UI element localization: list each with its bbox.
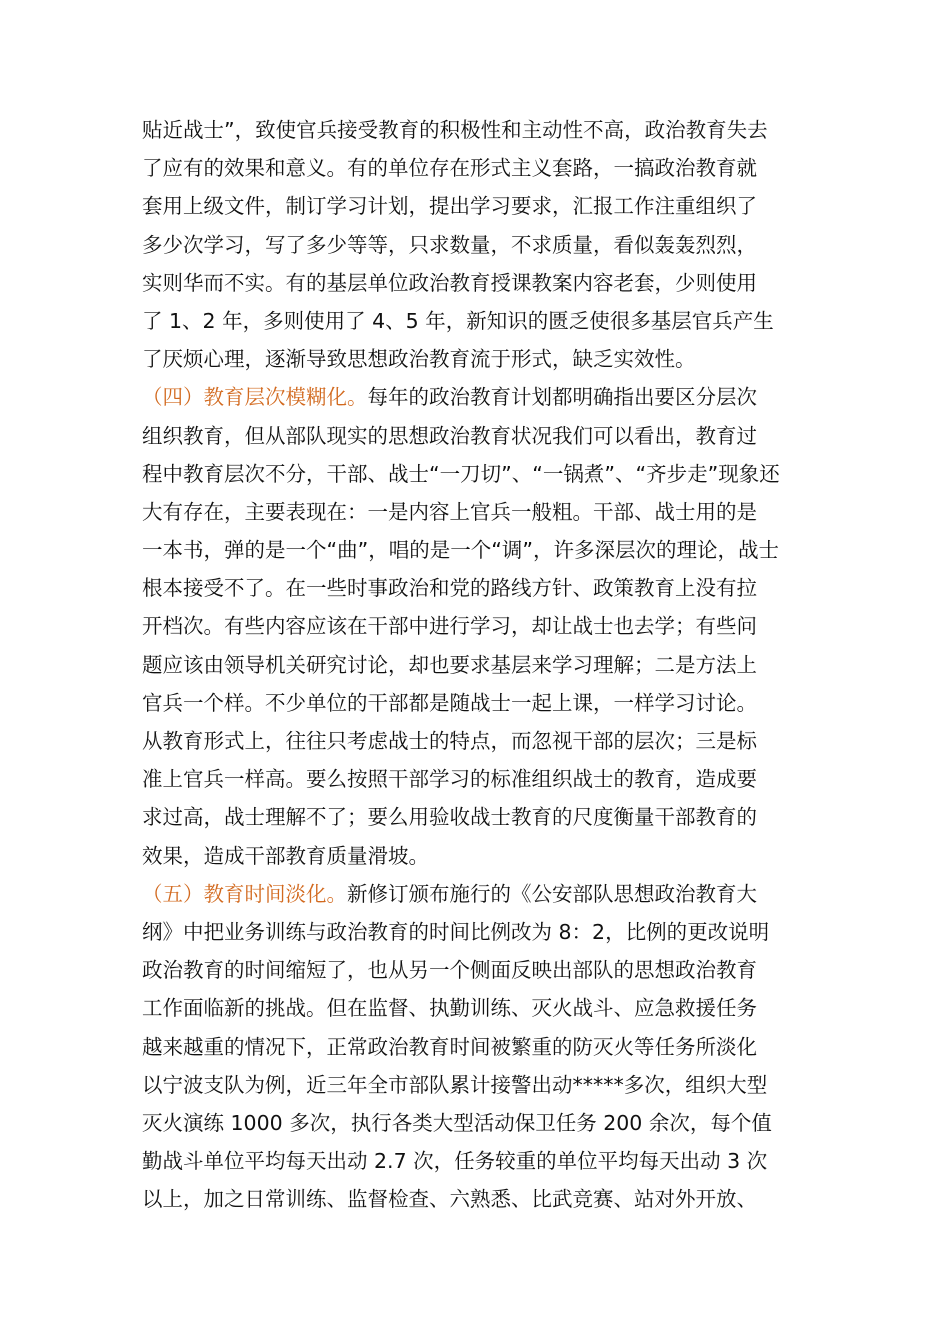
line-text: 工作面临新的挑战。但在监督、执勤训练、灭火战斗、应急救援任务 [142,996,757,1021]
text-line [142,302,822,340]
text-line [142,569,822,607]
text-line [142,1028,822,1066]
text-line [142,417,822,455]
line-text: 根本接受不了。在一些时事政治和党的路线方针、政策教育上没有拉 [142,576,757,601]
text-line [142,837,822,875]
text-line [142,531,822,569]
text-line [142,798,822,836]
line-text: 题应该由领导机关研究讨论，却也要求基层来学习理解；二是方法上 [142,652,757,677]
line-text: 纲》中把业务训练与政治教育的时间比例改为 8：2，比例的更改说明 [142,919,770,944]
text-line [142,646,822,684]
line-text: 官兵一个样。不少单位的干部都是随战士一起上课，一样学习讨论。 [142,690,757,715]
line-text: 越来越重的情况下，正常政治教育时间被繁重的防灭火等任务所淡化 [142,1034,757,1059]
text-line [142,951,822,989]
line-text: 大有存在，主要表现在：一是内容上官兵一般粗。干部、战士用的是 [142,499,757,524]
line-text: 多少次学习，写了多少等等，只求数量，不求质量，看似轰轰烈烈， [142,232,757,257]
line-text: 政治教育的时间缩短了，也从另一个侧面反映出部队的思想政治教育 [142,958,757,983]
text-line [142,1142,822,1180]
line-text: 新修订颁布施行的《公安部队思想政治教育大 [347,881,757,906]
text-line [142,1180,822,1218]
line-text: 效果，造成干部教育质量滑坡。 [142,843,429,868]
line-text: 开档次。有些内容应该在干部中进行学习，却让战士也去学；有些问 [142,614,757,639]
text-line [142,875,822,913]
line-text: 套用上级文件，制订学习计划，提出学习要求，汇报工作注重组织了 [142,194,757,219]
text-line [142,226,822,264]
text-line [142,722,822,760]
text-line [142,1066,822,1104]
line-text: 贴近战士”，致使官兵接受教育的积极性和主动性不高，政治教育失去 [142,118,768,142]
text-line [142,340,822,378]
section-heading: （五）教育时间淡化。 [142,881,347,906]
text-line [142,149,822,187]
text-line [142,111,822,149]
body-text [142,111,822,1218]
text-line [142,989,822,1027]
line-text: 一本书，弹的是一个“曲”，唱的是一个“调”，许多深层次的理论，战士 [142,538,779,563]
line-text: 准上官兵一样高。要么按照干部学习的标准组织战士的教育，造成要 [142,767,757,792]
line-text: 了 1、2 年，多则使用了 4、5 年，新知识的匮乏使很多基层官兵产生 [142,308,774,333]
line-text: 以宁波支队为例，近三年全市部队累计接警出动*****多次，组织大型 [142,1072,768,1097]
text-line [142,1104,822,1142]
text-line [142,264,822,302]
line-text: 从教育形式上，往往只考虑战士的特点，而忽视干部的层次；三是标 [142,729,757,753]
text-line [142,760,822,798]
text-line [142,455,822,493]
line-text: 实则华而不实。有的基层单位政治教育授课教案内容老套，少则使用 [142,270,757,295]
line-text: 灭火演练 1000 多次，执行各类大型活动保卫任务 200 余次，每个值 [142,1110,772,1135]
text-line [142,684,822,722]
section-heading: （四）教育层次模糊化。 [142,385,368,410]
line-text: 以上，加之日常训练、监督检查、六熟悉、比武竞赛、站对外开放、 [142,1187,757,1212]
line-text: 每年的政治教育计划都明确指出要区分层次 [367,385,757,410]
text-line [142,493,822,531]
line-text: 组织教育，但从部队现实的思想政治教育状况我们可以看出，教育过 [142,423,757,448]
line-text: 勤战斗单位平均每天出动 2.7 次，任务较重的单位平均每天出动 3 次 [142,1149,768,1174]
line-text: 了应有的效果和意义。有的单位存在形式主义套路，一搞政治教育就 [142,156,757,181]
line-text: 求过高，战士理解不了；要么用验收战士教育的尺度衡量干部教育的 [142,805,757,830]
text-line [142,913,822,951]
text-line [142,378,822,416]
text-line [142,607,822,645]
line-text: 了厌烦心理，逐渐导致思想政治教育流于形式，缺乏实效性。 [142,347,696,372]
line-text: 程中教育层次不分，干部、战士“一刀切”、“一锅煮”、“齐步走”现象还 [142,461,780,486]
text-line [142,187,822,225]
